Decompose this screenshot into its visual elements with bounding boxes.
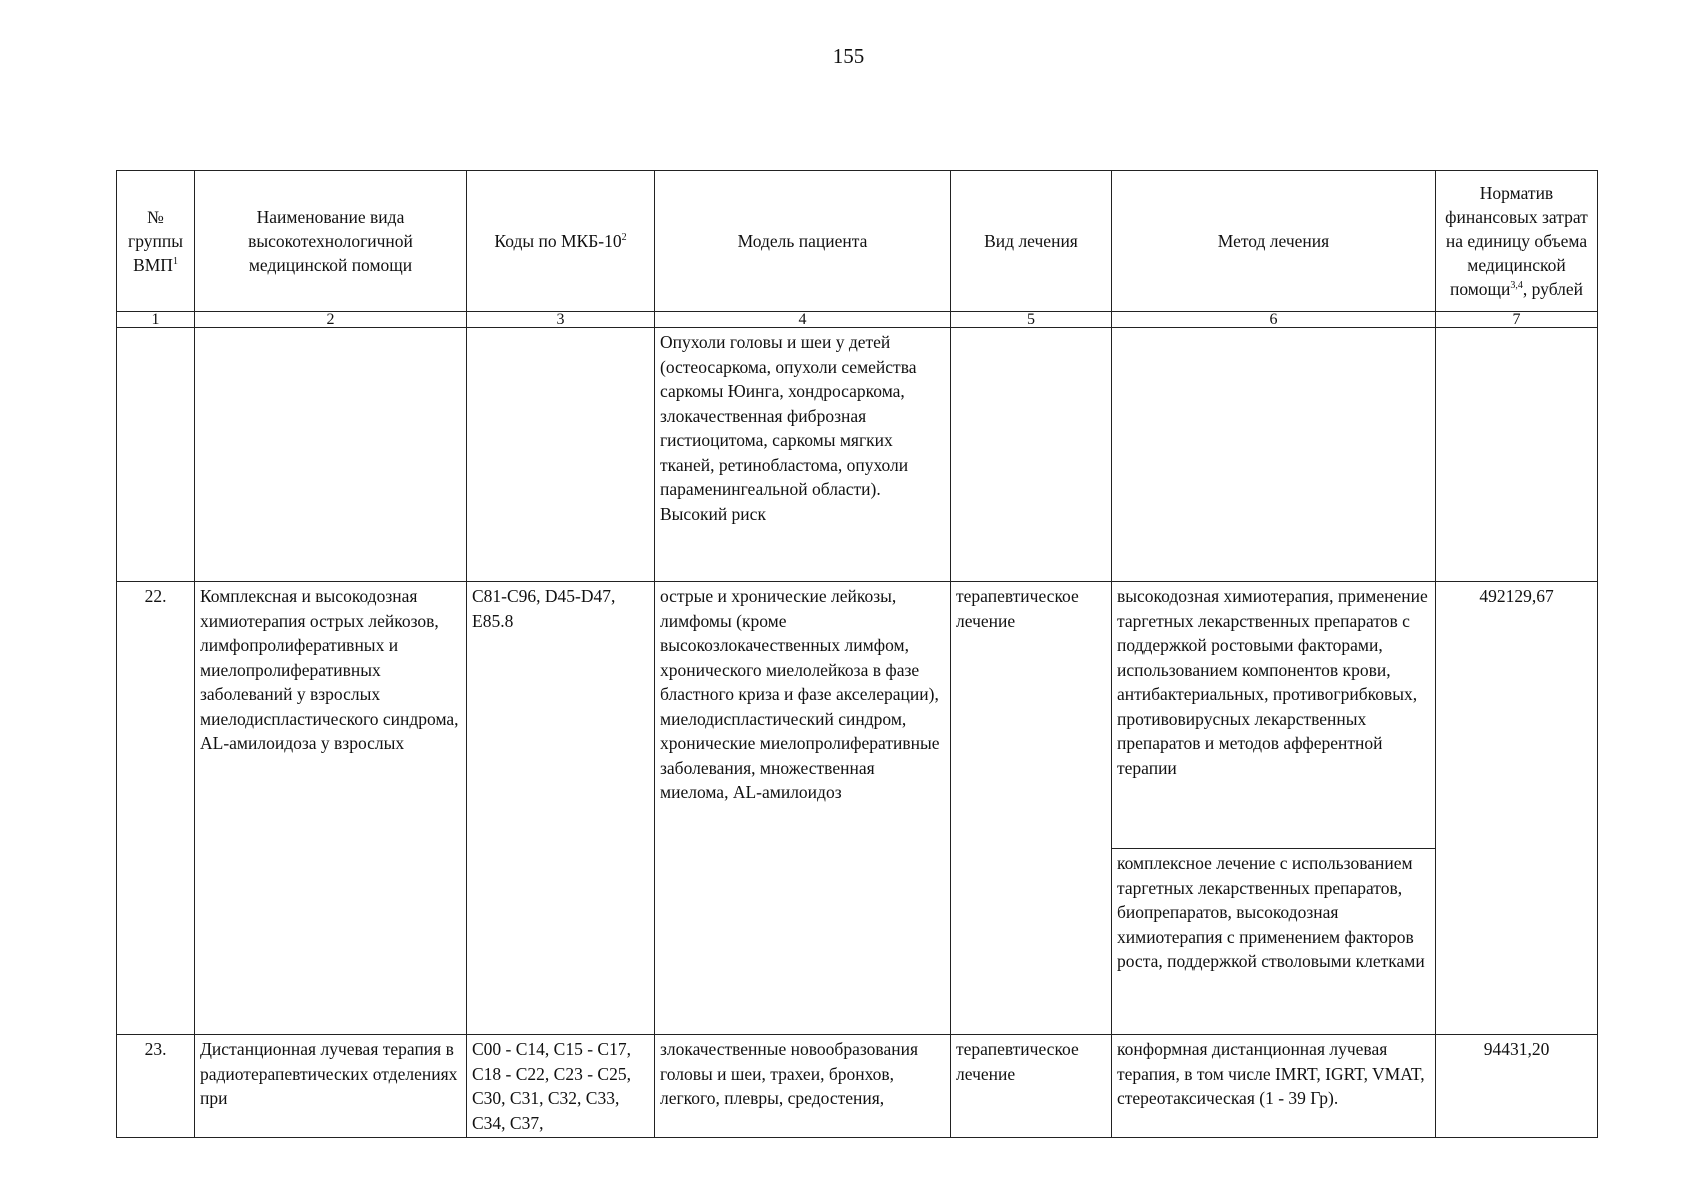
cell-care-type: Дистанционная лучевая терапия в радиотерапевтических отделениях при [195, 1035, 467, 1138]
cell-empty [467, 328, 655, 582]
cell-empty [195, 328, 467, 582]
column-number-row [117, 312, 1598, 328]
cell-icd-codes: C00 - C14, C15 - C17, C18 - C22, C23 - C25, C30, C31, C32, C33, C34, C37, [467, 1035, 655, 1138]
cell-treatment-method: высокодозная химиотерапия, применение таргетных лекарственных препаратов с поддержкой ростовыми факторами, использованием компонентов крови, антибактериальных, противогрибковых, противовирусных лекарственных препаратов и методов афферентной терапии [1112, 582, 1436, 849]
header-row [117, 171, 1598, 312]
column-number: 5 [951, 312, 1112, 328]
column-number: 6 [1112, 312, 1436, 328]
column-number: 7 [1436, 312, 1598, 328]
cell-patient-model: злокачественные новообразования головы и шеи, трахеи, бронхов, легкого, плевры, средостения, [655, 1035, 951, 1138]
cell-treatment-method: конформная дистанционная лучевая терапия, в том числе IMRT, IGRT, VMAT, стереотаксическая (1 - 39 Гр). [1112, 1035, 1436, 1138]
cell-treatment-type: терапевтическое лечение [951, 1035, 1112, 1138]
cell-cost-norm: 94431,20 [1436, 1035, 1598, 1138]
cell-patient-model: Опухоли головы и шеи у детей (остеосаркома, опухоли семейства саркомы Юинга, хондросаркома, злокачественная фиброзная гистиоцитома, саркомы мягких тканей, ретинобластома, опухоли параменингеальной области). Высокий риск [655, 328, 951, 582]
column-number: 1 [117, 312, 195, 328]
column-number: 3 [467, 312, 655, 328]
cell-group-number: 22. [117, 582, 195, 1035]
header-group-number: № группы ВМП$^1$ [117, 171, 195, 312]
cell-icd-codes: C81-C96, D45-D47, E85.8 [467, 582, 655, 1035]
column-number: 2 [195, 312, 467, 328]
table-row-group-22 [117, 582, 1598, 849]
header-icd-codes: Коды по МКБ-$10^2$ [467, 171, 655, 312]
header-care-type: Наименование вида высокотехнологичной медицинской помощи [195, 171, 467, 312]
cell-treatment-method: комплексное лечение с использованием таргетных лекарственных препаратов, биопрепаратов, высокодозная химиотерапия с применением факторов роста, поддержкой стволовыми клетками [1112, 849, 1436, 1035]
cell-care-type: Комплексная и высокодозная химиотерапия острых лейкозов, лимфопролиферативных и миелопролиферативных заболеваний у взрослых миелодиспластического синдрома, AL-амилоидоза у взрослых [195, 582, 467, 1035]
cell-empty [951, 328, 1112, 582]
table-row-group-23 [117, 1035, 1598, 1138]
header-cost-norm: Норматив финансовых затрат на единицу объема медицинской помощи$^{3,4}$, рублей [1436, 171, 1598, 312]
table-row-continuation [117, 328, 1598, 582]
header-treatment-type: Вид лечения [951, 171, 1112, 312]
cell-empty [1112, 328, 1436, 582]
cell-patient-model: острые и хронические лейкозы, лимфомы (кроме высокозлокачественных лимфом, хронического миелолейкоза в фазе бластного криза и фазе акселерации), миелодиспластический синдром, хронические миелопролиферативные заболевания, множественная миелома, AL-амилоидоз [655, 582, 951, 1035]
header-patient-model: Модель пациента [655, 171, 951, 312]
column-number: 4 [655, 312, 951, 328]
cell-treatment-type: терапевтическое лечение [951, 582, 1112, 1035]
cell-group-number: 23. [117, 1035, 195, 1138]
cell-empty [1436, 328, 1598, 582]
cell-empty [117, 328, 195, 582]
vmp-table [116, 170, 1598, 1138]
page-number: 155 [832, 44, 865, 68]
cell-cost-norm: 492129,67 [1436, 582, 1598, 1035]
header-treatment-method: Метод лечения [1112, 171, 1436, 312]
